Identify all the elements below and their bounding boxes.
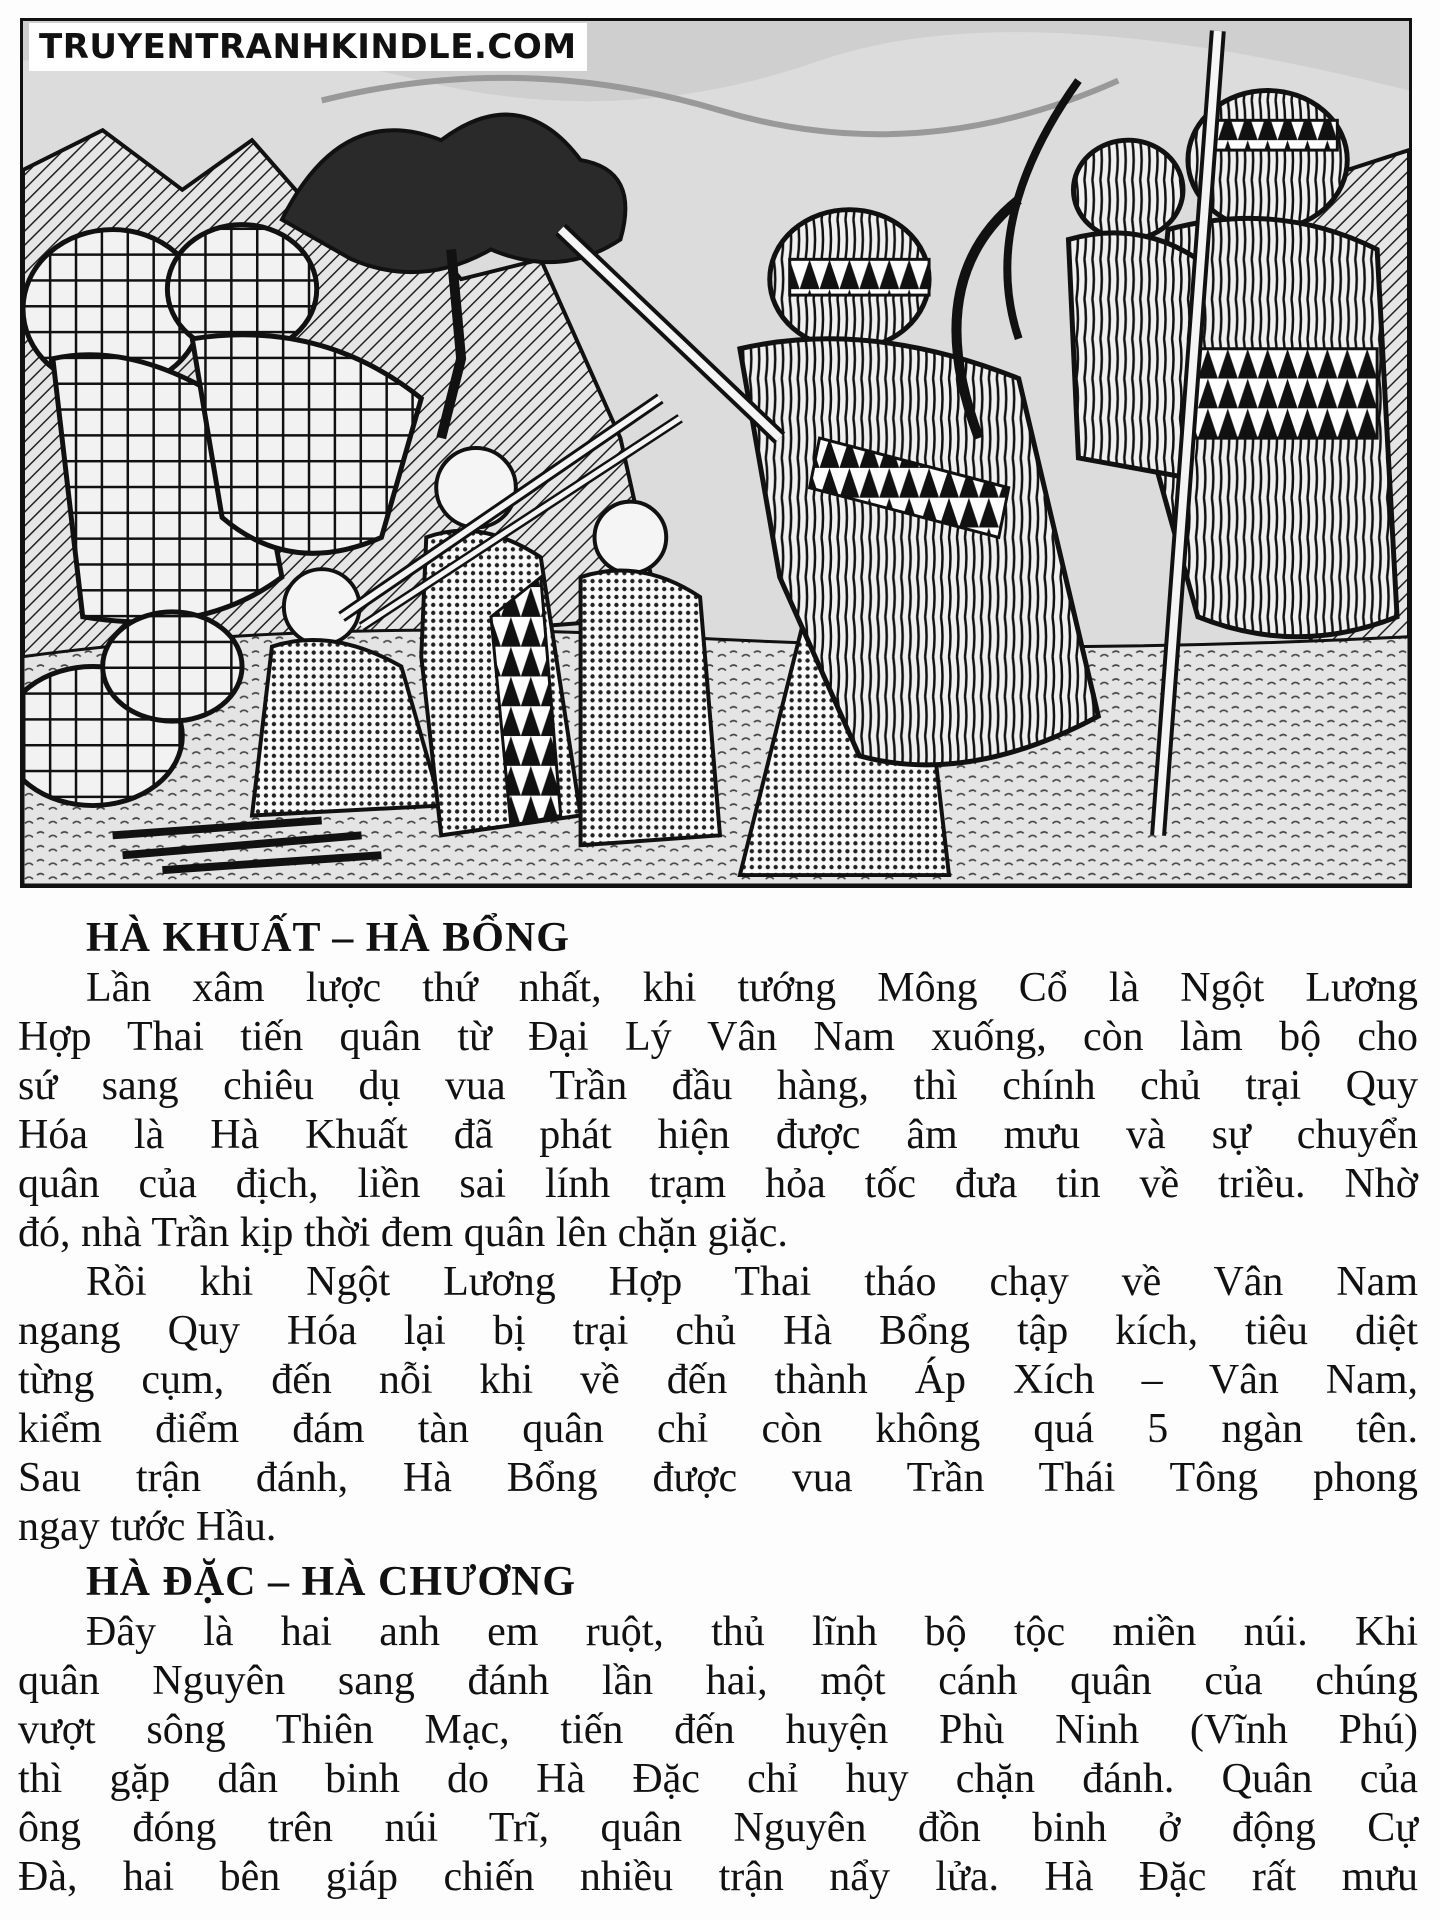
text-line: Đây là hai anh em ruột, thủ lĩnh bộ tộc miền núi. Khi xyxy=(86,1609,1418,1655)
text-line: Hóa là Hà Khuất đã phát hiện được âm mưu và sự chuyển xyxy=(18,1112,1418,1158)
text-line: ngay tước Hầu. xyxy=(18,1504,277,1550)
text-line: vượt sông Thiên Mạc, tiến đến huyện Phù Ninh (Vĩnh Phú) xyxy=(18,1707,1418,1753)
text-line: Hợp Thai tiến quân từ Đại Lý Vân Nam xuống, còn làm bộ cho xyxy=(18,1014,1418,1060)
text-line: quân của địch, liền sai lính trạm hỏa tốc đưa tin về triều. Nhờ xyxy=(18,1161,1418,1207)
article-text xyxy=(18,908,1418,1902)
woman-head-3 xyxy=(595,502,667,574)
site-watermark: TRUYENTRANHKINDLE.COM xyxy=(29,23,587,71)
standing-woman-2 xyxy=(581,571,720,846)
text-line: Lần xâm lược thứ nhất, khi tướng Mông Cổ là Ngột Lương xyxy=(86,965,1418,1011)
text-line: Sau trận đánh, Hà Bổng được vua Trần Thái Tông phong xyxy=(18,1455,1418,1501)
straw-helmet-3 xyxy=(1073,140,1183,239)
text-line: ngang Quy Hóa lại bị trại chủ Hà Bổng tập kích, tiêu diệt xyxy=(18,1308,1418,1354)
text-line: từng cụm, đến nỗi khi về đến thành Áp Xích – Vân Nam, xyxy=(18,1357,1418,1403)
text-line: đó, nhà Trần kịp thời đem quân lên chặn giặc. xyxy=(18,1210,788,1256)
text-line: thì gặp dân binh do Hà Đặc chỉ huy chặn đánh. Quân của xyxy=(18,1756,1418,1802)
fallen-barrel-2 xyxy=(103,612,242,721)
text-line: sứ sang chiêu dụ vua Trần đầu hàng, thì chính chủ trại Quy xyxy=(18,1063,1418,1109)
section-heading-ha-dac-ha-chuong: HÀ ĐẶC – HÀ CHƯƠNG xyxy=(86,1559,577,1605)
section-heading-ha-khuat-ha-bong: HÀ KHUẤT – HÀ BỔNG xyxy=(86,915,570,961)
comic-illustration xyxy=(20,18,1412,888)
illustration-drawing xyxy=(23,21,1409,885)
straw-soldier-3 xyxy=(1068,233,1197,478)
paragraph-1 xyxy=(18,964,1418,1258)
text-line: Đà, hai bên giáp chiến nhiều trận nẩy lửa. Hà Đặc rất mưu xyxy=(18,1854,1418,1900)
text-line: quân Nguyên sang đánh lần hai, một cánh quân của chúng xyxy=(18,1658,1418,1704)
text-line: Rồi khi Ngột Lương Hợp Thai tháo chạy về Vân Nam xyxy=(86,1259,1418,1305)
paragraph-2 xyxy=(18,1258,1418,1552)
text-line: ông đóng trên núi Trĩ, quân Nguyên đồn binh ở động Cự xyxy=(18,1805,1418,1851)
text-line: kiểm điểm đám tàn quân chỉ còn không quá 5 ngàn tên. xyxy=(18,1406,1418,1452)
woman-head-2 xyxy=(436,448,516,527)
paragraph-3 xyxy=(18,1608,1418,1902)
